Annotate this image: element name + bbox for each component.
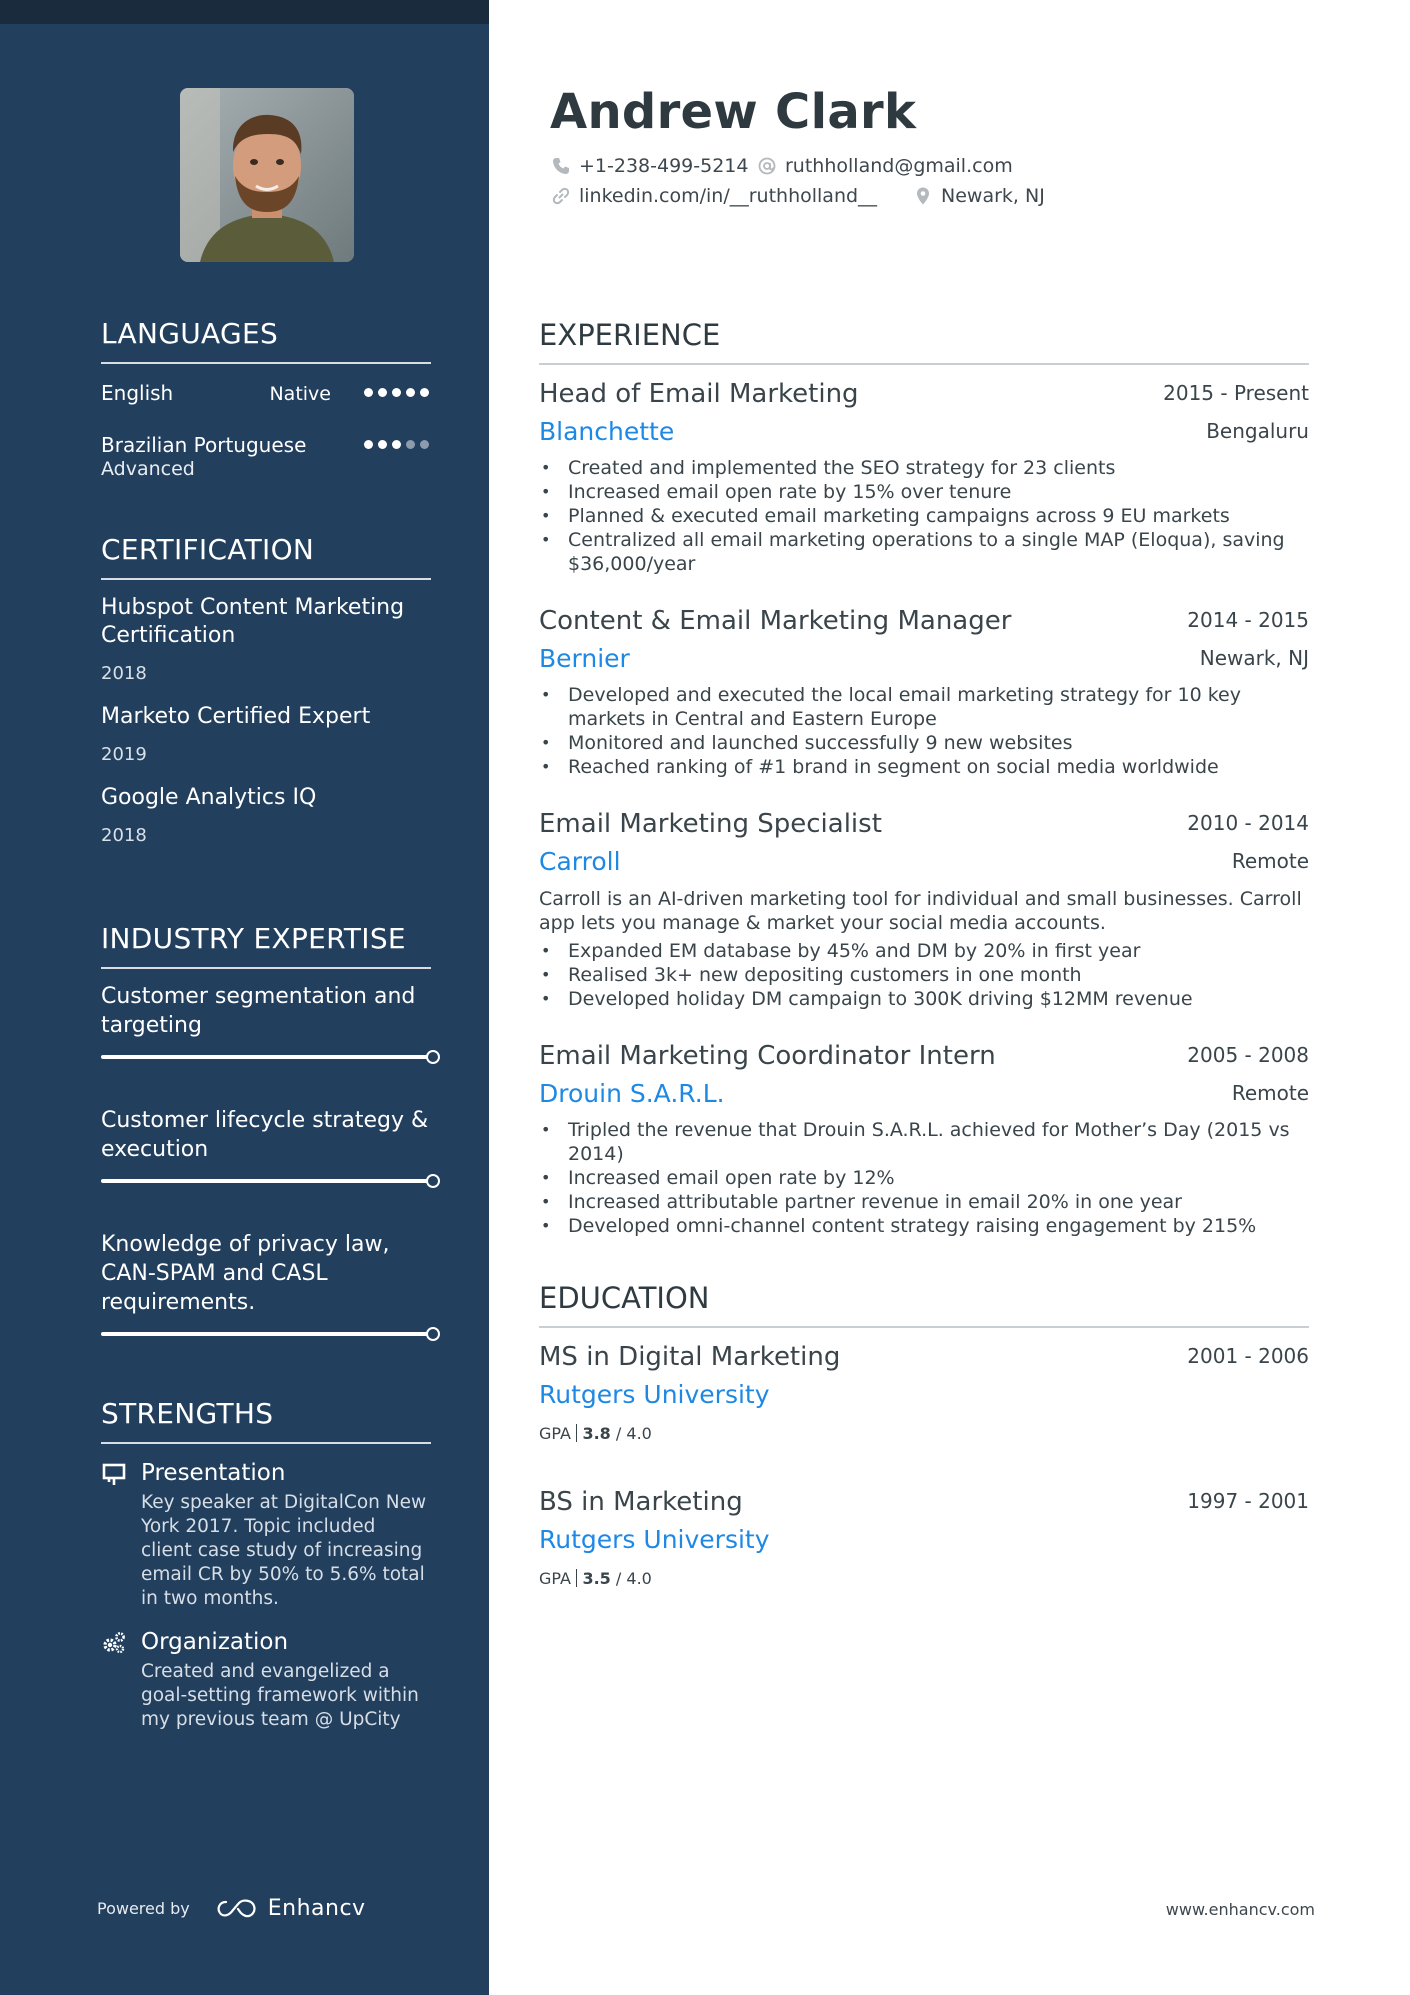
education-section [539,1280,1309,1588]
bullet-item: • Centralized all email marketing operations to a single MAP (Eloqua), saving $36,000/year [539,528,1309,576]
sidebar-top-strip [0,0,489,24]
contact-linkedin [551,185,877,207]
job-location: Remote [1231,1081,1309,1105]
job-location: Bengaluru [1206,419,1309,443]
powered-by [97,1896,366,1921]
expertise-level-knob [426,1174,440,1188]
languages-heading: LANGUAGES [101,317,431,364]
strength-item [101,1458,431,1611]
language-level: Native [269,383,331,405]
bullet-item: • Tripled the revenue that Drouin S.A.R.L. achieved for Mother’s Day (2015 vs 2014) [539,1118,1309,1166]
gpa-label: GPA [539,1569,571,1588]
education-dates: 1997 - 2001 [1187,1489,1309,1513]
company-name[interactable]: Bernier [539,644,630,673]
rating-dot [364,388,373,397]
degree-title: MS in Digital Marketing [539,1342,841,1372]
gpa-value: 3.8 [582,1424,611,1443]
expertise-item [101,1106,431,1188]
certification-item [101,594,431,684]
enhancv-logo-text: Enhancv [267,1896,366,1921]
school-name[interactable]: Rutgers University [539,1525,770,1554]
phone-text[interactable]: +1-238-499-5214 [579,155,749,177]
rating-dot-empty [406,440,415,449]
job-dates: 2010 - 2014 [1187,811,1309,835]
job-location: Remote [1231,849,1309,873]
expertise-level-knob [426,1050,440,1064]
language-item [101,432,431,482]
job-entry [539,1037,1309,1238]
gpa-max: / 4.0 [615,1424,652,1443]
job-dates: 2015 - Present [1163,381,1309,405]
gpa-max: / 4.0 [615,1569,652,1588]
expertise-level-knob [426,1327,440,1341]
bullet-item: • Monitored and launched successfully 9 new websites [539,731,1309,755]
degree-title: BS in Marketing [539,1487,743,1517]
education-dates: 2001 - 2006 [1187,1344,1309,1368]
bullet-item: • Created and implemented the SEO strategy for 23 clients [539,456,1309,480]
education-heading: EDUCATION [539,1280,1309,1328]
certification-section [101,533,431,846]
bullet-item: • Planned & executed email marketing campaigns across 9 EU markets [539,504,1309,528]
rating-dot [392,440,401,449]
job-bullets [539,683,1309,779]
gpa-label: GPA [539,1424,571,1443]
job-entry [539,602,1309,779]
rating-dot [406,388,415,397]
job-bullets [539,456,1309,576]
enhancv-logo-icon [214,1897,260,1921]
rating-dot [378,388,387,397]
rating-dot-empty [420,440,429,449]
languages-section [101,317,431,482]
strengths-heading: STRENGTHS [101,1397,431,1444]
language-name: English [101,381,174,405]
school-name[interactable]: Rutgers University [539,1380,770,1409]
expertise-level-track [101,1179,433,1183]
education-entry [539,1483,1309,1588]
rating-dot [364,440,373,449]
company-name[interactable]: Carroll [539,847,621,876]
strength-description: Created and evangelized a goal-setting framework within my previous team @ UpCity [141,1661,419,1730]
job-title: Head of Email Marketing [539,379,859,409]
bullet-item: • Increased email open rate by 15% over tenure [539,480,1309,504]
expertise-item [101,1230,431,1341]
job-title: Content & Email Marketing Manager [539,606,1012,636]
contact-location [913,185,1045,207]
link-icon [551,186,571,206]
bullet-item: • Realised 3k+ new depositing customers in one month [539,963,1309,987]
certification-heading: CERTIFICATION [101,533,431,580]
certification-year: 2019 [101,744,147,765]
expertise-level-bar [101,1327,440,1341]
expertise-level-track [101,1055,433,1059]
email-text[interactable]: ruthholland@gmail.com [785,155,1013,177]
job-title: Email Marketing Coordinator Intern [539,1041,996,1071]
expertise-heading: INDUSTRY EXPERTISE [101,922,431,969]
profile-photo [180,88,354,262]
job-title: Email Marketing Specialist [539,809,882,839]
company-name[interactable]: Drouin S.A.R.L. [539,1079,725,1108]
contact-email [757,155,1013,177]
phone-icon [551,156,571,176]
bullet-item: • Increased attributable partner revenue in email 20% in one year [539,1190,1309,1214]
job-entry [539,805,1309,1011]
gpa-line [539,1569,1309,1588]
expertise-name: Customer lifecycle strategy & execution [101,1108,429,1162]
bullet-item: • Developed and executed the local email marketing strategy for 10 key markets in Central and Eastern Europe [539,683,1309,731]
sidebar [0,0,489,1995]
expertise-name: Knowledge of privacy law, CAN-SPAM and CASL requirements. [101,1232,390,1315]
certification-item [101,703,431,765]
bullet-item: • Developed omni-channel content strategy raising engagement by 215% [539,1214,1309,1238]
bullet-item: • Expanded EM database by 45% and DM by 20% in first year [539,939,1309,963]
job-bullets [539,1118,1309,1238]
contact-phone [551,155,748,177]
job-entry [539,375,1309,576]
certification-name: Marketo Certified Expert [101,704,371,729]
location-text: Newark, NJ [941,185,1045,207]
language-level: Advanced [101,458,195,480]
certification-item [101,784,431,846]
strength-title: Presentation [141,1460,286,1486]
expertise-level-track [101,1332,433,1336]
powered-by-label: Powered by [97,1899,190,1918]
certification-name: Google Analytics IQ [101,785,317,810]
at-sign-icon [757,156,777,176]
enhancv-site-link[interactable]: www.enhancv.com [1165,1900,1315,1919]
candidate-name: Andrew Clark [550,84,917,140]
linkedin-text[interactable]: linkedin.com/in/__ruthholland__ [579,185,878,207]
strength-title: Organization [141,1629,289,1655]
presentation-board-icon [101,1461,127,1487]
education-entry [539,1338,1309,1443]
job-dates: 2014 - 2015 [1187,608,1309,632]
strengths-section [101,1397,431,1732]
strength-item [101,1627,431,1732]
certification-year: 2018 [101,825,147,846]
expertise-name: Customer segmentation and targeting [101,984,416,1038]
expertise-level-bar [101,1174,440,1188]
certification-name: Hubspot Content Marketing Certification [101,595,405,648]
rating-dot [392,388,401,397]
language-name: Brazilian Portuguese [101,433,307,457]
language-rating [364,388,429,397]
bullet-item: • Developed holiday DM campaign to 300K driving $12MM revenue [539,987,1309,1011]
expertise-level-bar [101,1050,440,1064]
expertise-section [101,922,431,1341]
language-rating [364,440,429,449]
experience-section [539,317,1309,1238]
job-bullets [539,939,1309,1011]
map-pin-icon [913,186,933,206]
gpa-value: 3.5 [582,1569,611,1588]
gpa-line [539,1424,1309,1443]
bullet-item: • Increased email open rate by 12% [539,1166,1309,1190]
language-item [101,380,431,430]
certification-year: 2018 [101,663,147,684]
job-dates: 2005 - 2008 [1187,1043,1309,1067]
job-location: Newark, NJ [1199,646,1309,670]
strength-description: Key speaker at DigitalCon New York 2017. Topic included client case study of increasing email CR by 50% to 5.6% total in two months. [141,1492,427,1609]
gears-icon [101,1630,127,1656]
company-name[interactable]: Blanchette [539,417,675,446]
expertise-item [101,982,431,1064]
rating-dot [378,440,387,449]
rating-dot [420,388,429,397]
job-summary: Carroll is an AI-driven marketing tool for individual and small businesses. Carroll app lets you manage & market your social media accounts. [539,888,1302,934]
experience-heading: EXPERIENCE [539,317,1309,365]
bullet-item: • Reached ranking of #1 brand in segment on social media worldwide [539,755,1309,779]
enhancv-logo[interactable] [214,1896,366,1921]
